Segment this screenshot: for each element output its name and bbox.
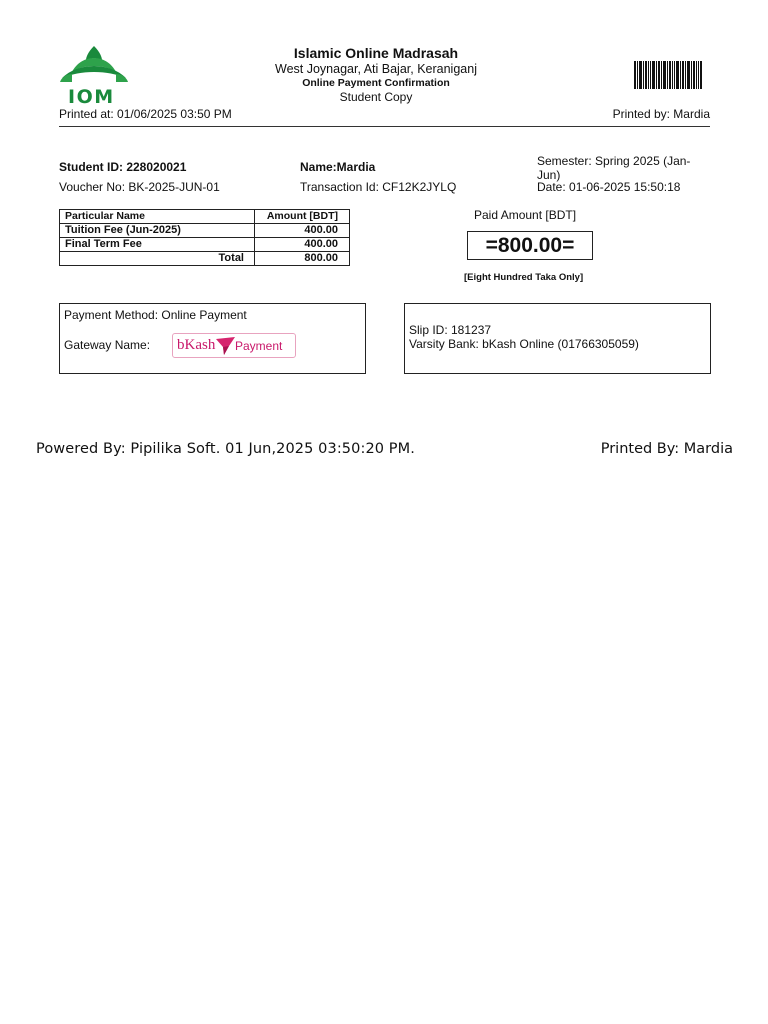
student-id: Student ID: 228020021 — [59, 160, 187, 174]
semester: Semester: Spring 2025 (Jan-Jun) — [537, 154, 691, 182]
student-name: Name:Mardia — [300, 160, 376, 174]
fee-amount: 400.00 — [255, 238, 350, 252]
fee-table-header — [60, 210, 350, 224]
institution-name: Islamic Online Madrasah — [293, 45, 459, 61]
header-block — [200, 45, 552, 105]
table-total-row — [60, 252, 350, 266]
fee-amount: 400.00 — [255, 224, 350, 238]
slip-box — [404, 303, 711, 374]
total-amount: 800.00 — [255, 252, 350, 266]
gateway-label: Gateway Name: — [64, 338, 151, 352]
payment-date: Date: 01-06-2025 15:50:18 — [537, 180, 681, 194]
iom-logo — [58, 44, 130, 106]
voucher-no: Voucher No: BK-2025-JUN-01 — [59, 180, 220, 194]
fee-name: Tuition Fee (Jun-2025) — [60, 224, 255, 238]
footer-printed-by: Printed By: Mardia — [600, 441, 733, 457]
table-row — [60, 238, 350, 252]
transaction-id: Transaction Id: CF12K2JYLQ — [300, 180, 457, 194]
logo-emblem-icon — [58, 44, 130, 88]
column-header-amount: Amount [BDT] — [255, 210, 350, 224]
fee-table — [59, 209, 350, 266]
printed-by: Printed by: Mardia — [612, 107, 710, 121]
document-title: Online Payment Confirmation — [302, 77, 450, 89]
slip-id: Slip ID: 181237 — [409, 323, 492, 337]
payment-method: Payment Method: Online Payment — [64, 308, 247, 322]
fee-name: Final Term Fee — [60, 238, 255, 252]
table-row — [60, 224, 350, 238]
bkash-bird-icon — [215, 336, 237, 356]
payment-method-box — [59, 303, 366, 374]
bkash-payment-text: Payment — [235, 339, 283, 353]
amount-in-words: [Eight Hundred Taka Only] — [464, 272, 584, 283]
varsity-bank: Varsity Bank: bKash Online (01766305059) — [409, 337, 639, 351]
printed-at: Printed at: 01/06/2025 03:50 PM — [59, 107, 232, 121]
paid-amount-label: Paid Amount [BDT] — [474, 208, 577, 222]
institution-address: West Joynagar, Ati Bajar, Keraniganj — [275, 62, 477, 76]
barcode-icon — [634, 61, 702, 89]
bkash-wordmark: bKash — [177, 337, 216, 353]
column-header-particular: Particular Name — [60, 210, 255, 224]
header-divider — [59, 126, 710, 127]
paid-amount-value: =800.00= — [467, 231, 593, 260]
copy-label: Student Copy — [339, 90, 413, 104]
total-label: Total — [60, 252, 255, 266]
logo-text: IOM — [68, 86, 115, 108]
bkash-payment-logo — [172, 333, 296, 358]
powered-by: Powered By: Pipilika Soft. 01 Jun,2025 03:50:20 PM. — [36, 441, 415, 457]
